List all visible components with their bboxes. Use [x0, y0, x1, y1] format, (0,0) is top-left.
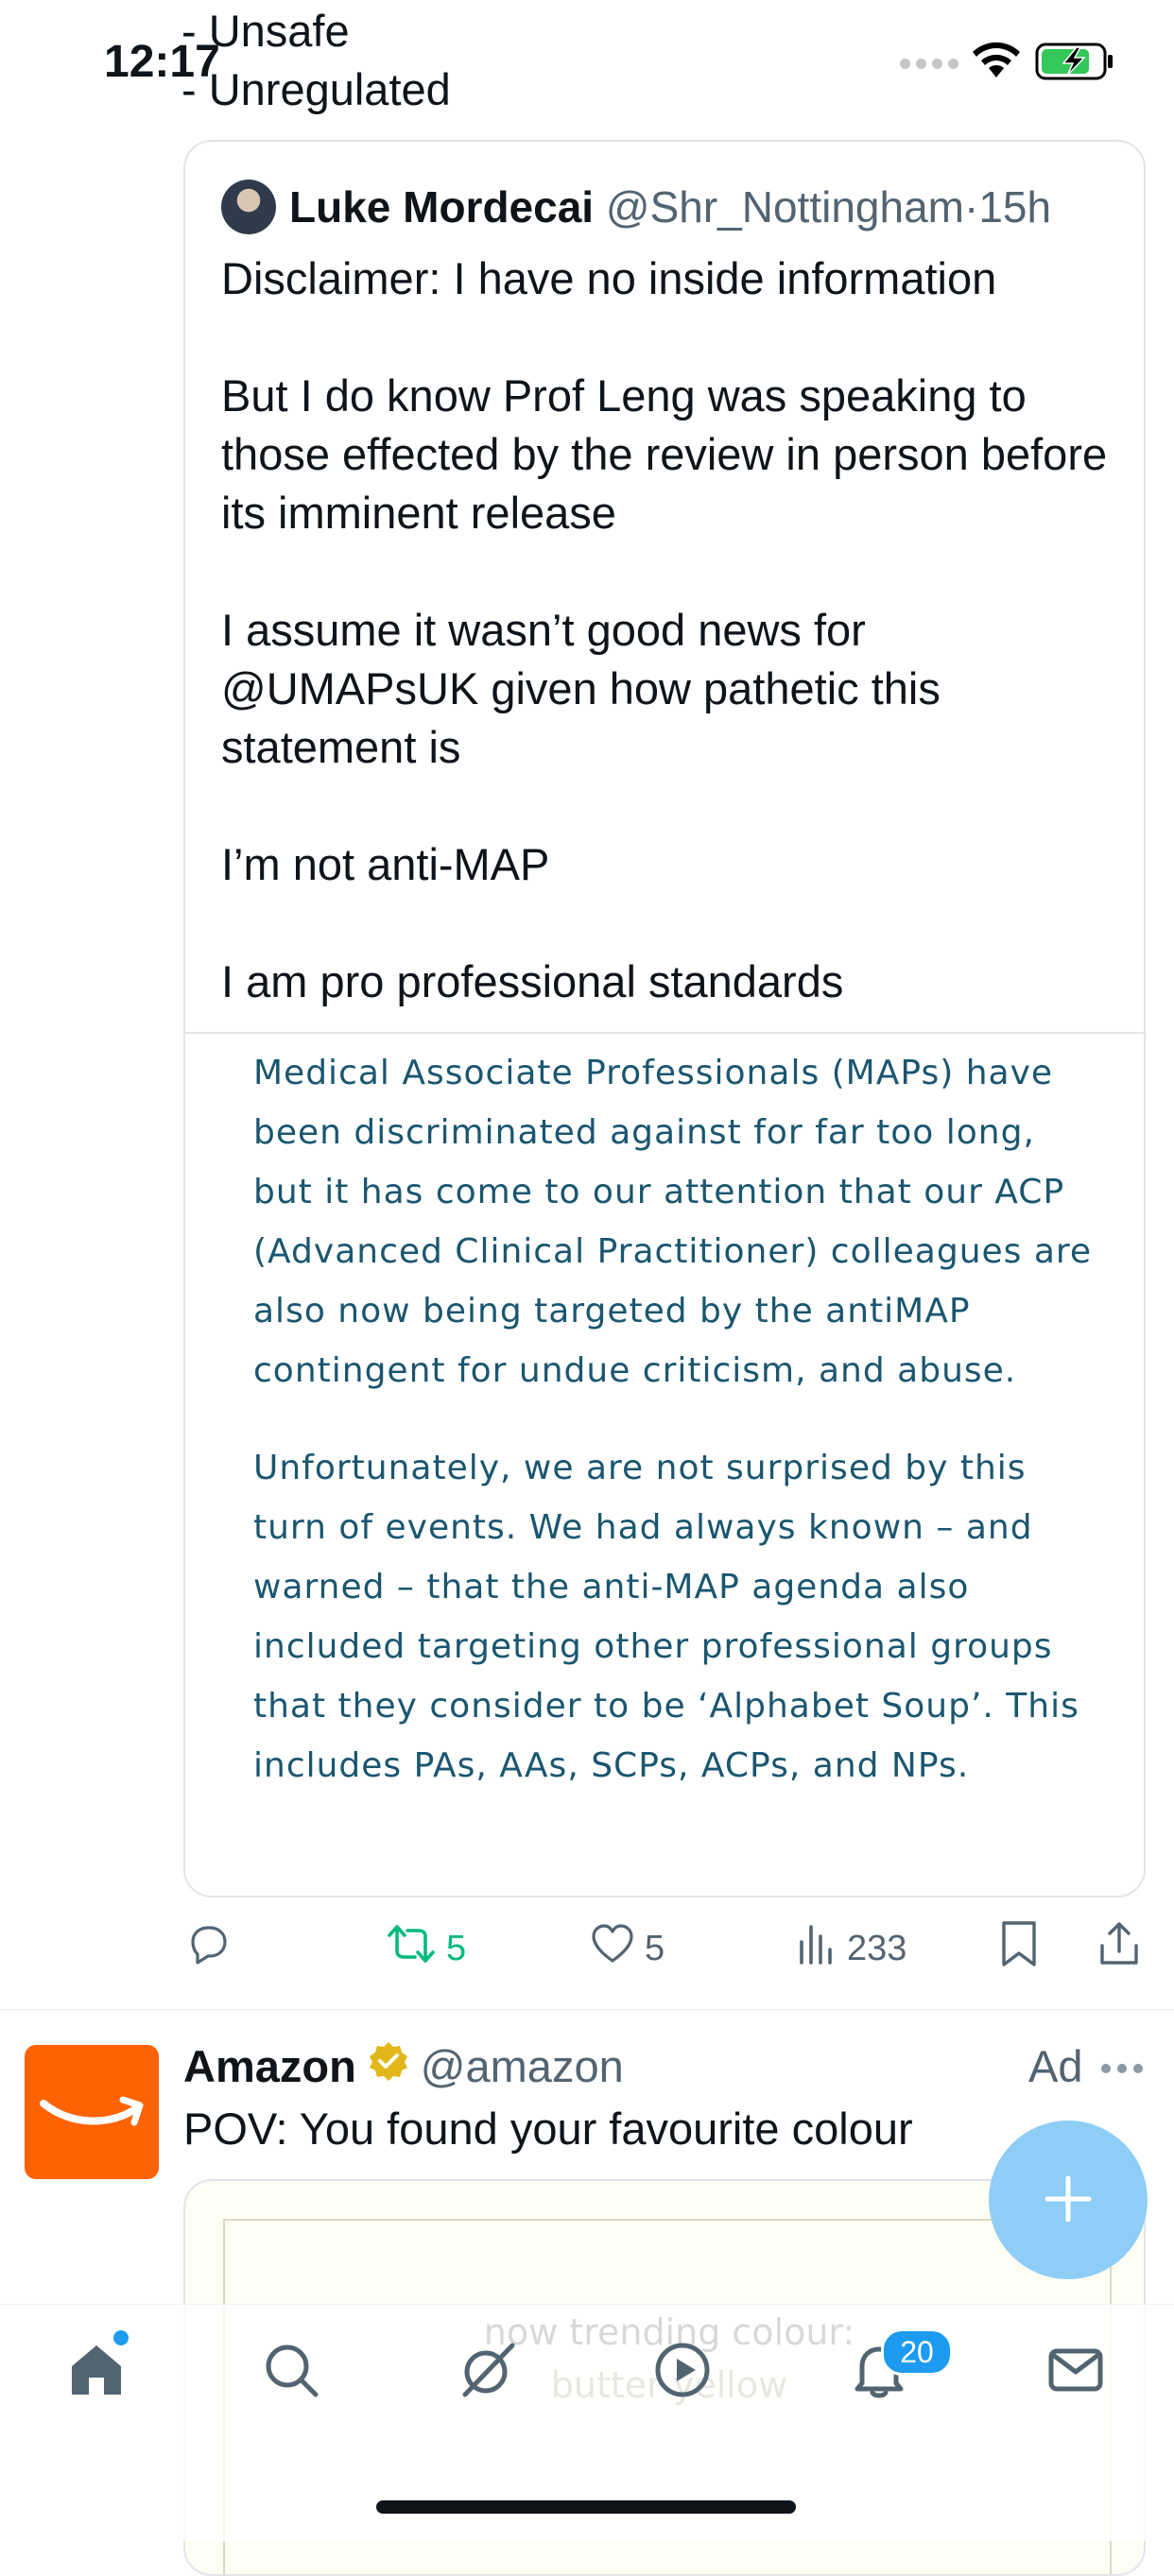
amazon-logo[interactable]: [25, 2045, 159, 2179]
tweet-paragraph: I’m not anti-MAP: [221, 839, 550, 889]
ad-label: Ad: [1028, 2041, 1083, 2091]
author-handle[interactable]: @amazon: [420, 2041, 624, 2091]
compose-button[interactable]: [989, 2121, 1148, 2279]
tweet-paragraph: But I do know Prof Leng was speaking to those effected by the review in person before its imminent release: [221, 370, 1108, 538]
notification-badge: 20: [881, 2328, 953, 2376]
status-time: 12:17: [104, 37, 220, 87]
view-count: 233: [847, 1928, 907, 1968]
reply-icon: [185, 1921, 231, 1976]
search-icon: [261, 2340, 321, 2405]
plus-icon: [1040, 2155, 1096, 2246]
retweet-icon: [386, 1921, 437, 1976]
header-separator: ·: [963, 182, 979, 232]
quoted-tweet-text: [221, 249, 1110, 1011]
retweet-count: 5: [446, 1928, 467, 1968]
home-indicator: [376, 2500, 796, 2514]
nav-home[interactable]: [59, 2334, 134, 2410]
bookmark-button[interactable]: [998, 1920, 1040, 1977]
nav-search[interactable]: [253, 2334, 329, 2410]
ad-text: POV: You found your favourite colour: [183, 2104, 913, 2154]
previous-tweet-text: - Unsafe - Unregulated: [181, 6, 451, 114]
tweet-paragraph: I am pro professional standards: [221, 956, 844, 1006]
avatar[interactable]: [221, 180, 276, 234]
retweet-button[interactable]: [386, 1920, 466, 1977]
statement-paragraph: Medical Associate Professionals (MAPs) have been discriminated against for far too long, but it has come to our attention that our ACP (Advanced Clinical Practitioner) colleagues are also now being targeted by the antiMAP contingent for undue criticism, and abuse.: [253, 1054, 1093, 1390]
play-icon: [652, 2340, 713, 2405]
statement-image[interactable]: [253, 1043, 1104, 1795]
statement-paragraph: Unfortunately, we are not surprised by this turn of events. We had always known – and warned – that the anti-MAP agenda also included targeting other professional groups that they consider to be ‘Alphabet Soup’. This includes PAs, AAs, SCPs, ACPs, and NPs.: [253, 1449, 1079, 1785]
tweet-paragraph: I assume it wasn’t good news for @UMAPsUK given how pathetic this statement is: [221, 605, 941, 772]
wifi-icon: [970, 42, 1023, 84]
mail-icon: [1045, 2340, 1106, 2405]
reply-button[interactable]: [185, 1920, 240, 1977]
home-icon: [66, 2340, 127, 2405]
tweet-paragraph: Disclaimer: I have no inside information: [221, 253, 997, 303]
quoted-tweet-header: [289, 180, 1051, 234]
new-posts-indicator: [113, 2330, 129, 2345]
more-options-icon[interactable]: [1100, 2062, 1144, 2079]
divider: [0, 2009, 1174, 2011]
bookmark-icon: [998, 1919, 1040, 1978]
cellular-signal-icon: [900, 59, 958, 69]
analytics-icon: [796, 1921, 837, 1976]
author-name[interactable]: Luke Mordecai: [289, 182, 595, 232]
like-button[interactable]: [590, 1920, 665, 1977]
nav-messages[interactable]: [1038, 2334, 1114, 2410]
grok-icon: [458, 2340, 518, 2405]
tweet-time: 15h: [978, 182, 1052, 232]
author-name[interactable]: Amazon: [183, 2041, 356, 2091]
ad-header: [183, 2039, 624, 2094]
verified-badge-icon: [368, 2039, 409, 2094]
nav-grok[interactable]: [450, 2334, 526, 2410]
views-button[interactable]: [796, 1920, 906, 1977]
share-button[interactable]: [1096, 1920, 1142, 1977]
author-handle[interactable]: @Shr_Nottingham: [605, 182, 964, 232]
battery-charging-icon: [1035, 42, 1114, 86]
nav-video[interactable]: [645, 2334, 720, 2410]
share-icon: [1096, 1919, 1142, 1978]
heart-icon: [590, 1921, 635, 1976]
divider: [185, 1032, 1144, 1034]
like-count: 5: [645, 1928, 665, 1968]
